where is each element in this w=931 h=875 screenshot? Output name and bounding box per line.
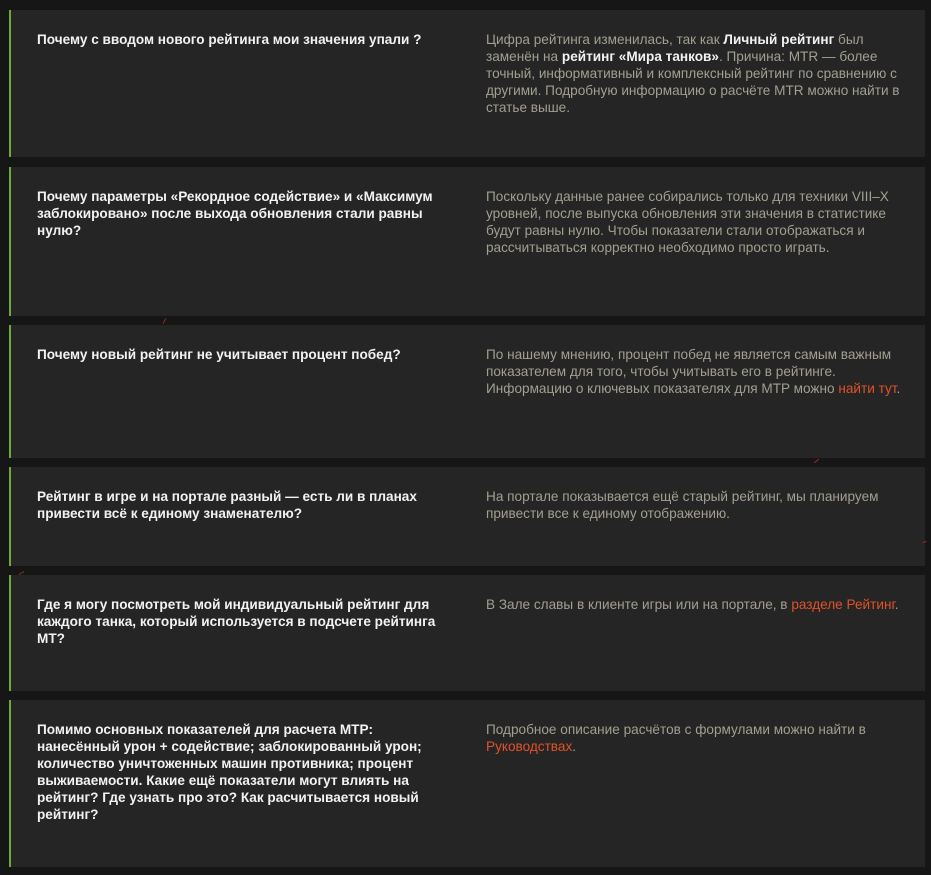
faq-question: Рейтинг в игре и на портале разный — есть ли в планах привести всё к единому знаменателю? [37,489,417,521]
find-here-link[interactable]: найти тут [838,381,897,396]
faq-answer: На портале показывается ещё старый рейтинг, мы планируем привести все к единому отображению. [486,489,879,521]
faq-question: Где я могу посмотреть мой индивидуальный рейтинг для каждого танка, который используется в подсчете рейтинга MT? [37,597,436,646]
faq-item [9,575,925,691]
rating-section-link[interactable]: разделе Рейтинг [791,597,895,612]
faq-answer: По нашему мнению, процент побед не является самым важным показателем для того, чтобы учитывать его в рейтинге. Информацию о ключевых показателях для MTP можно найти тут. [486,347,901,396]
faq-item [9,167,925,316]
faq-answer: Цифра рейтинга изменилась, так как Личный рейтинг был заменён на рейтинг «Мира танков». Причина: MTR — более точный, информативный и комплексный рейтинг по сравнению с другими. Подробную информацию о расчёте MTR можно найти в статье выше. [486,32,900,115]
faq-answer: Подробное описание расчётов с формулами можно найти в Руководствах. [486,722,866,754]
decor-speck [163,318,167,324]
faq-question: Помимо основных показателей для расчета MTP: нанесённый урон + содействие; заблокированный урон; количество уничтоженных машин противника; процент выживаемости. Какие ещё показатели могут влиять на рейтинг? Где узнать про это? Как расчитывается новый рейтинг? [37,722,422,822]
answer-emphasis: рейтинг «Мира танков» [561,49,719,64]
faq-item [9,325,925,458]
faq-answer: Поскольку данные ранее собирались только для техники VIII–X уровней, после выпуска обновления эти значения в статистике будут равны нулю. Чтобы показатели стали отображаться и рассчитываться корректно необходимо просто играть. [486,189,889,255]
faq-item [9,10,925,157]
answer-emphasis: Личный рейтинг [723,32,835,47]
guides-link[interactable]: Руководствах [486,739,573,754]
faq-item [9,467,925,566]
faq-question: Почему новый рейтинг не учитывает процент побед? [37,347,401,362]
faq-answer: В Зале славы в клиенте игры или на портале, в разделе Рейтинг. [486,597,899,612]
faq-question: Почему параметры «Рекордное содействие» и «Максимум заблокировано» после выхода обновления стали равны нулю? [37,189,433,238]
decor-speck [814,459,819,464]
faq-question: Почему с вводом нового рейтинга мои значения упали ? [37,32,422,47]
faq-item [9,700,925,867]
